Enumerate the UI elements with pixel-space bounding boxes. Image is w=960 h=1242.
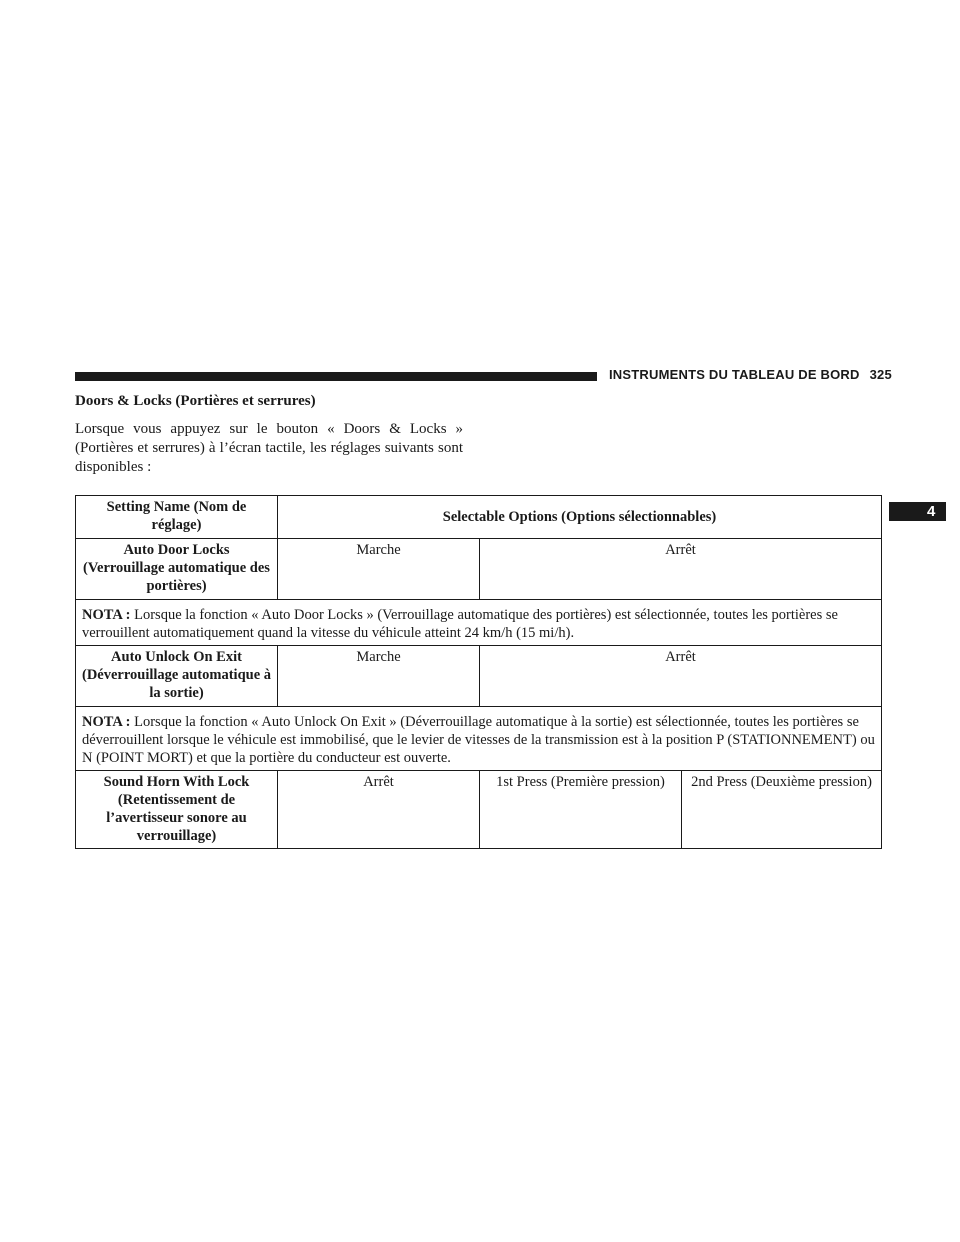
option-cell: 2nd Press (Deuxième pression) — [682, 771, 882, 849]
table-header-row — [76, 496, 882, 539]
chapter-tab: 4 — [889, 502, 946, 521]
header-setting-name: Setting Name (Nom de réglage) — [76, 496, 278, 539]
setting-name: Auto Unlock On Exit (Déverrouillage automatique à la sortie) — [76, 646, 278, 707]
note-label: NOTA : — [82, 607, 131, 623]
note-label: NOTA : — [82, 714, 131, 730]
table-row — [76, 646, 882, 707]
note-row — [76, 600, 882, 646]
note-text: Lorsque la fonction « Auto Door Locks » (Verrouillage automatique des portières) est sélectionnée, toutes les portières se verrouillent automatiquement quand la vitesse du véhicule atteint 24 km/h (15 mi/h). — [82, 607, 838, 641]
header-selectable-options: Selectable Options (Options sélectionnables) — [278, 496, 882, 539]
option-cell: Arrêt — [480, 646, 882, 707]
table-row — [76, 539, 882, 600]
page-number: 325 — [869, 367, 892, 382]
running-header — [609, 367, 892, 382]
section-title: Doors & Locks (Portières et serrures) — [75, 393, 316, 409]
note-cell — [76, 600, 882, 646]
option-cell: Arrêt — [480, 539, 882, 600]
note-row — [76, 707, 882, 771]
header-rule — [75, 372, 597, 381]
intro-paragraph: Lorsque vous appuyez sur le bouton « Doors & Locks » (Portières et serrures) à l’écran tactile, les réglages suivants sont disponibles : — [75, 421, 463, 475]
note-text: Lorsque la fonction « Auto Unlock On Exit » (Déverrouillage automatique à la sortie) est sélectionnée, toutes les portières se déverrouillent lorsque le véhicule est immobilisé, que le levier de vitesses de la transmission est à la position P (STATIONNEMENT) ou N (POINT MORT) et que la portière du conducteur est ouverte. — [82, 714, 875, 766]
note-cell — [76, 707, 882, 771]
setting-name: Auto Door Locks (Verrouillage automatique des portières) — [76, 539, 278, 600]
setting-name: Sound Horn With Lock (Retentissement de l’avertisseur sonore au verrouillage) — [76, 771, 278, 849]
option-cell: Marche — [278, 646, 480, 707]
header-section-title: INSTRUMENTS DU TABLEAU DE BORD — [609, 367, 860, 382]
option-cell: Marche — [278, 539, 480, 600]
settings-table — [75, 495, 882, 849]
table-row — [76, 771, 882, 849]
option-cell: Arrêt — [278, 771, 480, 849]
option-cell: 1st Press (Première pression) — [480, 771, 682, 849]
